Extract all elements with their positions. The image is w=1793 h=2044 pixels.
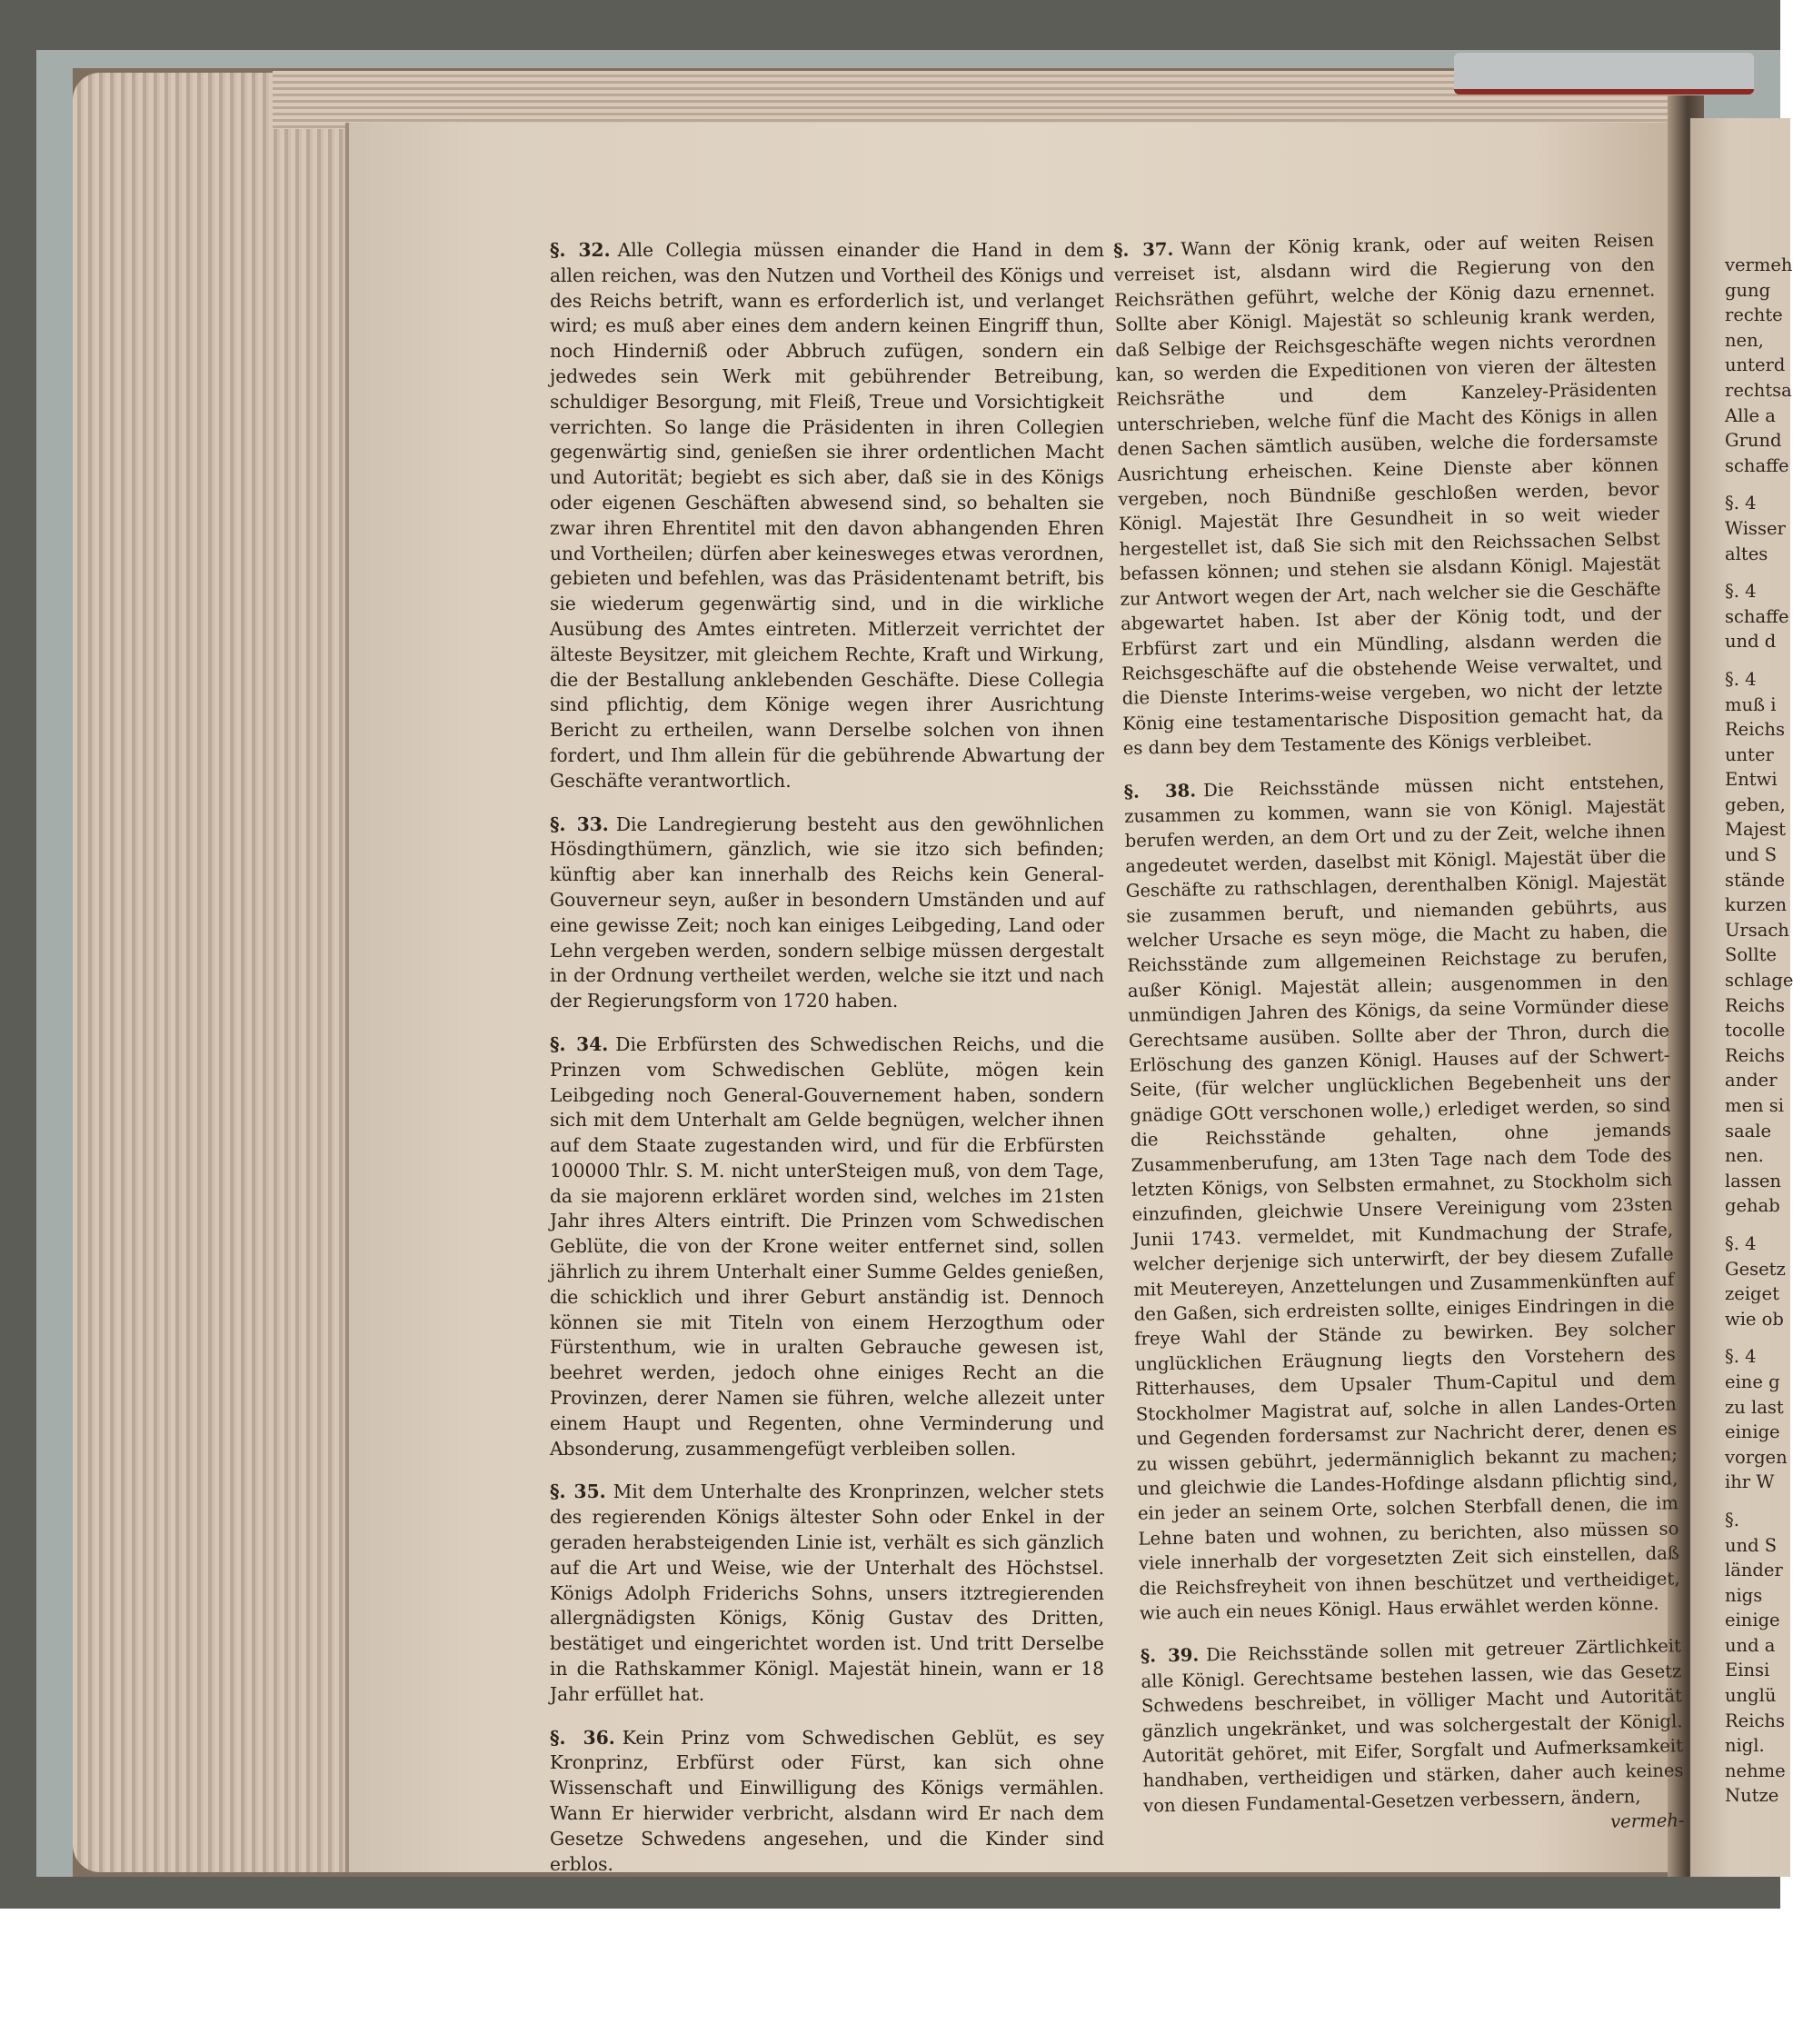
paragraph-gap bbox=[1725, 1219, 1788, 1231]
facing-page-line: Einsi bbox=[1725, 1660, 1770, 1681]
facing-page-line: nen. bbox=[1725, 1145, 1764, 1167]
facing-page-line: Grund bbox=[1725, 430, 1782, 452]
section-number: §. 33. bbox=[550, 813, 609, 835]
paragraph-gap bbox=[1725, 1331, 1788, 1344]
text-column-right bbox=[1113, 228, 1685, 1844]
paragraph-gap bbox=[1725, 478, 1788, 491]
facing-page-line: Reichs bbox=[1725, 1710, 1785, 1731]
facing-page-line: ihr W bbox=[1725, 1471, 1775, 1493]
facing-page-line: Ursach bbox=[1725, 919, 1789, 941]
facing-page-line: einige bbox=[1725, 1421, 1780, 1443]
facing-page-line: kurzen bbox=[1725, 894, 1788, 916]
paragraph-text: Wann der König krank, oder auf weiten Reisen verreiset ist, alsdann wird die Regierung von den Reichsräthen geführt, welche der König dazu ernennet. Sollte aber Königl. Majestät so schleunig krank werden, daß Selbige der Reichsgeschäfte wegen nichts verordnen kan, so werden die Expeditionen von vieren der ältesten Reichsräthe und dem Kanzeley-Präsidenten unterschrieben, welche fünf die Macht des Königs in allen denen Sachen sämtlich ausüben, welche die fordersamste Ausrichtung erheischen. Keine Dienste aber können vergeben, noch Bündniße geschloßen werden, bevor Königl. Majestät Ihre Gesundheit in so weit wieder hergestellet ist, daß Sie sich mit den Reichssachen Selbst befassen können; und stehen sie alsdann Königl. Majestät zur Antwort wegen der Art, nach welcher sie die Geschäfte abgewartet haben. Ist aber der König todt, und der Erbfürst zart und ein Mündling, alsdann werden die Reichsgeschäfte auf die obstehende Weise verwaltet, und die Dienste Interims-weise vergeben, wo nicht der letzte König eine testamentarische Disposition gemacht hat, da es dann bey dem Testamente des Königs verbleibet. bbox=[1113, 229, 1664, 760]
paragraph-text: Die Erbfürsten des Schwedischen Reichs, und die Prinzen vom Schwedischen Geblüte, mögen kein Leibgeding noch General-Gouvernement haben, sondern sich mit dem Unterhalt am Gelde begnügen, welcher ihnen auf dem Staate zugestanden wird, und für die Erbfürsten 100000 Thlr. S. M. nicht unterSteigen muß, von dem Tage, da sie majorenn erkläret worden sind, welches im 21sten Jahr ihres Alters eintrift. Die Prinzen vom Schwedischen Geblüte, die von der Krone weiter entfernet sind, sollen jährlich zu ihrem Unterhalt einer Summe Geldes genießen, die schicklich und ihrer Geburt anständig ist. Dennoch können sie mit Titeln von einem Herzogthum oder Fürstenthum, wie in uralten Gebrauche gewesen ist, beehret werden, jedoch ohne einiges Recht an die Provinzen, derer Namen sie führen, welche allezeit unter einem Haupt und Regenten, ohne Verminderung und Absonderung, zusammengefügt verbleiben sollen. bbox=[550, 1032, 1104, 1460]
facing-page-line: gehab bbox=[1725, 1195, 1780, 1217]
paragraph-35 bbox=[550, 1480, 1104, 1707]
section-number: §. 32. bbox=[550, 239, 611, 261]
paragraph-text: Kein Prinz vom Schwedischen Geblüt, es sey Kronprinz, Erbfürst oder Fürst, kan sich ohne Wissenschaft und Einwilligung des Königs vermählen. Wann Er hierwider verbricht, alsdann wird Er nach dem Gesetze Schwedens angesehen, und die Kinder sind erblos. bbox=[550, 1726, 1104, 1875]
facing-page-line: rechtsa bbox=[1725, 379, 1792, 401]
facing-page-line: unglü bbox=[1725, 1685, 1777, 1707]
facing-page-line: §. bbox=[1725, 1509, 1739, 1531]
facing-page-line: tocolle bbox=[1725, 1020, 1786, 1042]
facing-page-line: gung bbox=[1725, 279, 1771, 301]
paragraph-text: Die Reichsstände müssen nicht entstehen, zusammen zu kommen, wann sie von Königl. Majestät berufen werden, an dem Ort und zu der Zeit, welche ihnen angedeutet werden, daselbst mit Königl. Majestät über die Geschäfte zu rathschlagen, derenthalben Königl. Majestät sie zusammen beruft, und niemanden gebührts, aus welcher Ursache es seyn möge, die Macht zu haben, die Reichsstände zum allgemeinen Reichstage zu berufen, außer Königl. Majestät allein; ausgenommen in den unmündigen Jahren des Königs, da seine Vormünder diese Gerechtsame ausüben. Sollte aber der Thron, durch die Erlöschung des ganzen Königl. Hauses auf der Schwert-Seite, (für welcher unglücklichen Begebenheit uns der gnädige GOtt verschonen wolle,) erlediget werden, so sind die Reichsstände gehalten, ohne jemands Zusammenberufung, am 13ten Tage nach dem Tode des letzten Königs, von Selbsten ermahnet, zu Stockholm sich einzufinden, gleichwie Unsere Vereinigung vom 23sten Junii 1743. vermeldet, mit Kundmachung der Strafe, welcher derjenige sich unterwirft, der bey diesem Zufalle mit Meutereyen, Anzettelungen und Zusammenkünften auf den Gaßen, sich erdreisten sollte, einiges Eindringen in die freye Wahl der Stände zu bewirken. Bey solcher unglücklichen Eräugnung liegts den Vorstehern des Ritterhauses, dem Upsaler Thum-Capitul und dem Stockholmer Magistrat auf, solche in allen Landes-Orten und Gegenden fordersamst zur Nachricht derer, denen es zu wissen gebührt, jedermänniglich bekannt zu machen; und gleichwie die Landes-Hofdinge alsdann pflichtig sind, ein jeder an seinem Orte, solchen Sterbfall denen, die im Lehne baten und wohnen, zu berichten, also müssen so viele innerhalb der vorgesetzten Zeit sich einstellen, daß die Reichsfreyheit von ihnen beschützet und vertheidiget, wie auch ein neues Königl. Haus erwählet werden könne. bbox=[1123, 770, 1680, 1624]
section-number: §. 38. bbox=[1123, 779, 1197, 803]
facing-page-line: Reichs bbox=[1725, 1044, 1785, 1066]
facing-page-line: wie ob bbox=[1725, 1308, 1784, 1330]
facing-page-line: saale bbox=[1725, 1120, 1772, 1142]
facing-page-line: schlage bbox=[1725, 970, 1793, 992]
page-edges-left bbox=[73, 73, 354, 1872]
paragraph-34 bbox=[550, 1032, 1104, 1462]
facing-page-line: Sollte bbox=[1725, 944, 1777, 966]
facing-page-line: zu last bbox=[1725, 1396, 1784, 1418]
facing-page-line: Wisser bbox=[1725, 517, 1786, 539]
facing-page-line: unterd bbox=[1725, 354, 1786, 376]
section-number: §. 36. bbox=[550, 1726, 615, 1749]
facing-page-line: schaffe bbox=[1725, 605, 1789, 627]
facing-page-line: nen, bbox=[1725, 329, 1764, 351]
paragraph-36 bbox=[550, 1726, 1104, 1878]
paragraph-38 bbox=[1123, 769, 1680, 1626]
section-number: §. 39. bbox=[1140, 1644, 1200, 1668]
paragraph-gap bbox=[1725, 1495, 1788, 1508]
facing-page-line: muß i bbox=[1725, 693, 1777, 715]
facing-page-line: Reichs bbox=[1725, 719, 1785, 741]
facing-page-line: nehme bbox=[1725, 1760, 1786, 1781]
paragraph-text: Mit dem Unterhalte des Kronprinzen, welcher stets des regierenden Königs ältester Sohn oder Enkel in der geraden herabsteigenden Linie ist, verhält es sich gänzlich auf die Art und Weise, wie der Unterhalt des Höchstsel. Königs Adolph Friderichs Sohns, unsers itztregierenden allergnädigsten Königs, König Gustav des Dritten, bestätiget und eingerichtet worden ist. Und tritt Derselbe in die Rathskammer Königl. Majestät hinein, wann er 18 Jahr erfüllet hat. bbox=[550, 1481, 1104, 1705]
facing-page-line: Reichs bbox=[1725, 994, 1785, 1016]
facing-page-line: §. 4 bbox=[1725, 668, 1757, 690]
facing-page-line: §. 4 bbox=[1725, 1232, 1757, 1254]
facing-page-line: Alle a bbox=[1725, 404, 1776, 426]
facing-page-line: men si bbox=[1725, 1095, 1785, 1116]
facing-page-line: nigs bbox=[1725, 1584, 1763, 1606]
facing-page-line: altes bbox=[1725, 543, 1768, 564]
facing-page-line: länder bbox=[1725, 1560, 1783, 1581]
text-column-left bbox=[550, 238, 1104, 1895]
facing-page-line: §. 4 bbox=[1725, 581, 1757, 603]
facing-page-line: ander bbox=[1725, 1070, 1778, 1092]
facing-page-line: unter bbox=[1725, 743, 1774, 765]
facing-page-line: lassen bbox=[1725, 1170, 1781, 1192]
facing-page-line: und S bbox=[1725, 1534, 1778, 1556]
paragraph-37 bbox=[1113, 228, 1664, 762]
section-number: §. 35. bbox=[550, 1481, 606, 1503]
facing-page-line: schaffe bbox=[1725, 454, 1789, 476]
facing-page-line: nigl. bbox=[1725, 1735, 1765, 1757]
bookmark-ribbon bbox=[1454, 53, 1754, 95]
paragraph-39 bbox=[1141, 1634, 1685, 1819]
facing-page-line: Nutze bbox=[1725, 1785, 1779, 1807]
facing-page-line: einige bbox=[1725, 1610, 1780, 1631]
facing-page-line: und d bbox=[1725, 631, 1777, 653]
facing-page-line: rechte bbox=[1725, 304, 1783, 326]
facing-page-line: vorgen bbox=[1725, 1446, 1788, 1468]
facing-page-line: §. 4 bbox=[1725, 1346, 1757, 1368]
catchword: vermeh- bbox=[1609, 1810, 1685, 1833]
facing-page-line: und S bbox=[1725, 844, 1778, 866]
facing-page-line: Gesetz bbox=[1725, 1258, 1786, 1280]
facing-page-line: zeiget bbox=[1725, 1283, 1779, 1305]
paragraph-33 bbox=[550, 813, 1104, 1014]
facing-page-line: stände bbox=[1725, 869, 1786, 891]
facing-page-line: und a bbox=[1725, 1634, 1776, 1656]
paragraph-32 bbox=[550, 238, 1104, 794]
facing-page-line: Entwi bbox=[1725, 769, 1778, 791]
paragraph-text: Alle Collegia müssen einander die Hand in dem allen reichen, was den Nutzen und Vortheil des Königs und des Reichs betrift, wann es erforderlich ist, und verlanget wird; es muß aber eines dem andern keinen Eingriff thun, noch Hinderniß oder Abbruch zufügen, sondern ein jedwedes sein Werk mit gebührender Betreibung, schuldiger Besorgung, mit Fleiß, Treue und Vorsichtigkeit verrichten. So lange die Präsidenten in ihren Collegien gegenwärtig sind, genießen sie ihrer ordentlichen Macht und Autorität; begiebt es sich aber, daß sie in des Königs oder eigenen Geschäften abwesend sind, so behalten sie zwar ihren Ehrentitel mit den davon abhangenden Ehren und Vortheilen; dürfen aber keinesweges etwas verordnen, gebieten und befehlen, was das Präsidentenamt betrift, bis sie wiederum gegenwärtig sind, und in die wirkliche Ausübung des Amtes eintreten. Mitlerzeit verrichtet der älteste Beysitzer, mit gleichem Rechte, Kraft und Wirkung, die der Bestallung anklebenden Geschäfte. Diese Collegia sind pflichtig, dem Könige wegen ihrer Ausrichtung Bericht zu ertheilen, wann Derselbe solchen von ihnen fordert, und Ihm allein für die gebührende Abwartung der Geschäfte verantwortlich. bbox=[550, 239, 1104, 792]
paragraph-gap bbox=[1725, 654, 1788, 667]
facing-page-line: vermeh bbox=[1725, 254, 1793, 275]
facing-page-line: geben, bbox=[1725, 793, 1786, 815]
paragraph-text: Die Landregierung besteht aus den gewöhnlichen Hösdingthümern, gänzlich, wie sie itzo sich befinden; künftig aber kan innerhalb des Reichs kein General-Gouverneur seyn, außer in besondern Umständen und auf eine gewisse Zeit; noch kan einiges Leibgeding, Land oder Lehn vergeben werden, sondern selbige müssen dergestalt in der Ordnung vertheilet werden, welche sie itzt und nach der Regierungsform von 1720 haben. bbox=[550, 813, 1104, 1012]
facing-page-line: §. 4 bbox=[1725, 493, 1757, 514]
facing-page-line: Majest bbox=[1725, 819, 1787, 841]
paragraph-text: Die Reichsstände sollen mit getreuer Zärtlichkeit alle Königl. Gerechtsame bestehen lassen, wie das Gesetz Schwedens beschreibet, in völliger Macht und Autorität gänzlich ungekränket, und was solchergestalt der Königl. Autorität gehöret, mit Eifer, Sorgfalt und Aufmerksamkeit handhaben, vertheidigen und stärken, daher auch keines von diesen Fundamental-Gesetzen verbessern, ändern, bbox=[1141, 1635, 1684, 1817]
section-number: §. 34. bbox=[550, 1032, 609, 1055]
facing-page-text bbox=[1725, 253, 1793, 1809]
facing-page-line: eine g bbox=[1725, 1371, 1780, 1392]
paragraph-gap bbox=[1725, 566, 1788, 579]
section-number: §. 37. bbox=[1113, 238, 1174, 261]
